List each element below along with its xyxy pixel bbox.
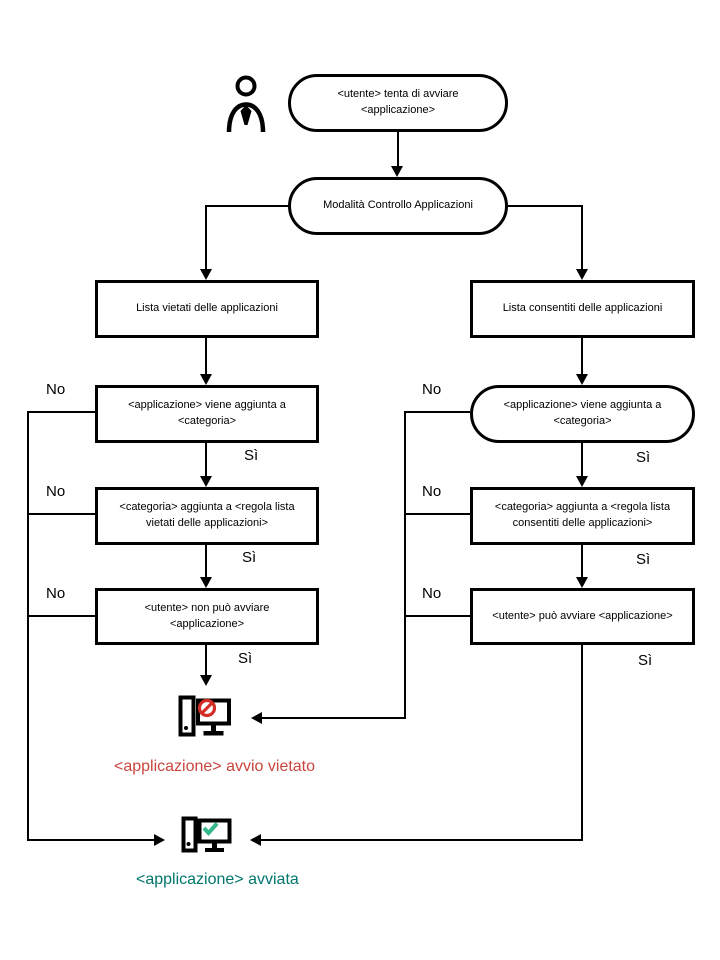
- node-deny-app-added-to-category: <applicazione> viene aggiunta a <categoria>: [95, 385, 319, 443]
- arrowhead-appcat-to-catrule-right: [576, 476, 588, 487]
- label-yes-left-3: Sì: [238, 650, 253, 667]
- label-yes-left-1: Sì: [244, 447, 259, 464]
- arrowhead-allowlist-to-appcat: [576, 374, 588, 385]
- edge-can-to-launched-h: [261, 839, 583, 841]
- arrowhead-denylist-to-appcat: [200, 374, 212, 385]
- arrowhead-cannot-to-blocked: [200, 675, 212, 686]
- check-mark-icon: [204, 824, 217, 834]
- edge-start-to-mode: [397, 132, 399, 167]
- edge-appcat-to-catrule-right: [581, 443, 583, 477]
- edge-allowlist-to-appcat: [581, 338, 583, 375]
- node-user-can-start: <utente> può avviare <applicazione>: [470, 588, 695, 645]
- launched-outcome-label: <applicazione> avviata: [136, 871, 299, 888]
- edge-mode-to-denylist-h: [205, 205, 289, 207]
- node-allow-app-added-to-category: <applicazione> viene aggiunta a <categoria>: [470, 385, 695, 443]
- label-no-left-3: No: [46, 585, 66, 602]
- edge-denylist-to-appcat: [205, 338, 207, 375]
- edge-no-right-to-blocked: [262, 717, 406, 719]
- node-deny-category-rule: <categoria> aggiunta a <regola lista vietati delle applicazioni>: [95, 487, 319, 545]
- label-yes-right-1: Sì: [636, 449, 651, 466]
- label-no-left-2: No: [46, 483, 66, 500]
- node-user-cannot-start: <utente> non può avviare <applicazione>: [95, 588, 319, 645]
- node-allowlist: Lista consentiti delle applicazioni: [470, 280, 695, 338]
- edge-mode-to-allowlist-h: [508, 205, 583, 207]
- edge-no-left-v: [27, 411, 29, 841]
- user-icon: [226, 75, 266, 133]
- edge-no-left-1: [27, 411, 95, 413]
- edge-no-left-2: [27, 513, 95, 515]
- edge-no-left-3: [27, 615, 95, 617]
- arrowhead-appcat-to-catrule-left: [200, 476, 212, 487]
- edge-mode-to-allowlist-v: [581, 205, 583, 270]
- label-no-left-1: No: [46, 381, 66, 398]
- edge-mode-to-denylist-v: [205, 205, 207, 270]
- edge-no-right-v: [404, 411, 406, 719]
- edge-catrule-to-can: [581, 545, 583, 578]
- label-no-right-1: No: [422, 381, 442, 398]
- arrowhead-mode-to-denylist: [200, 269, 212, 280]
- edge-cannot-to-blocked: [205, 645, 207, 676]
- edge-no-right-3: [404, 615, 470, 617]
- node-application-control-mode: Modalità Controllo Applicazioni: [288, 177, 508, 235]
- label-yes-right-3: Sì: [638, 652, 653, 669]
- computer-blocked-icon: [178, 695, 232, 745]
- node-denylist: Lista vietati delle applicazioni: [95, 280, 319, 338]
- label-no-right-2: No: [422, 483, 442, 500]
- arrowhead-mode-to-allowlist: [576, 269, 588, 280]
- edge-no-right-1: [404, 411, 470, 413]
- arrowhead-no-right-to-blocked: [251, 712, 262, 724]
- edge-catrule-to-cannot: [205, 545, 207, 578]
- node-allow-category-rule: <categoria> aggiunta a <regola lista consentiti delle applicazioni>: [470, 487, 695, 545]
- edge-no-right-2: [404, 513, 470, 515]
- edge-no-left-to-launched: [27, 839, 154, 841]
- arrowhead-start-to-mode: [391, 166, 403, 177]
- label-yes-left-2: Sì: [242, 549, 257, 566]
- edge-appcat-to-catrule-left: [205, 443, 207, 477]
- prohibition-sign-icon: [200, 701, 215, 716]
- edge-can-to-launched-v: [581, 645, 583, 841]
- arrowhead-no-left-to-launched: [154, 834, 165, 846]
- arrowhead-catrule-to-can: [576, 577, 588, 588]
- label-no-right-3: No: [422, 585, 442, 602]
- computer-launched-icon: [181, 816, 233, 858]
- label-yes-right-2: Sì: [636, 551, 651, 568]
- arrowhead-catrule-to-cannot: [200, 577, 212, 588]
- node-start: <utente> tenta di avviare <applicazione>: [288, 74, 508, 132]
- arrowhead-can-to-launched: [250, 834, 261, 846]
- blocked-outcome-label: <applicazione> avvio vietato: [114, 758, 316, 775]
